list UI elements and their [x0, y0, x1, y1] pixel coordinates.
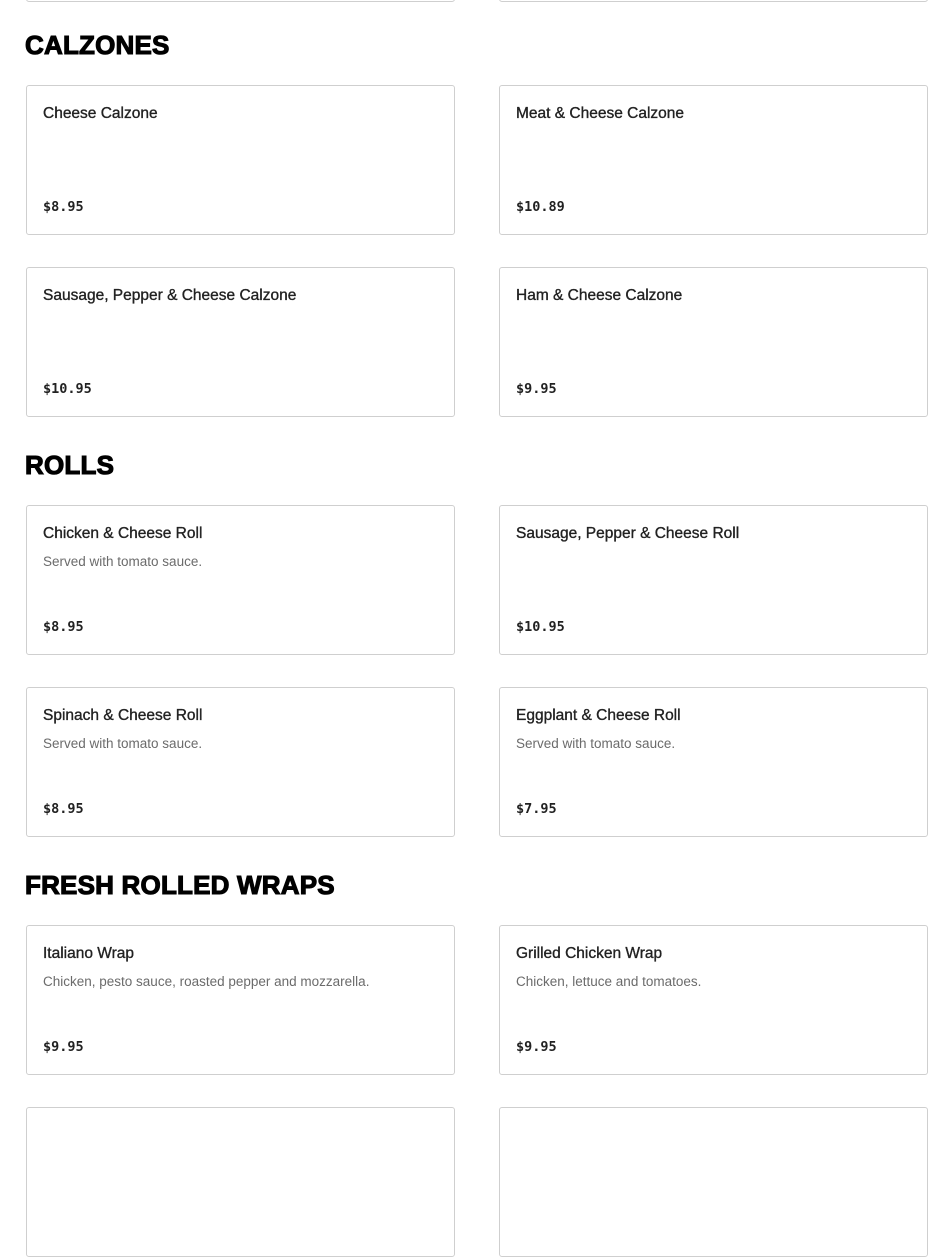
menu-item-card-partial[interactable]: [26, 1107, 455, 1257]
item-price: $10.89: [516, 199, 565, 215]
item-description: Served with tomato sauce.: [43, 736, 203, 751]
section-title-fresh-rolled-wraps: FRESH ROLLED WRAPS: [25, 870, 335, 900]
menu-item-card[interactable]: [26, 267, 455, 417]
menu-item-card[interactable]: [499, 85, 928, 235]
item-price: $10.95: [516, 619, 565, 635]
item-name: Sausage, Pepper & Cheese Roll: [516, 525, 740, 542]
item-price: $9.95: [516, 1039, 557, 1055]
item-price: $9.95: [43, 1039, 84, 1055]
item-price: $8.95: [43, 199, 84, 215]
item-description: Chicken, lettuce and tomatoes.: [516, 974, 702, 989]
item-description: Served with tomato sauce.: [516, 736, 676, 751]
item-price: $10.95: [43, 381, 92, 397]
item-price: $8.95: [43, 619, 84, 635]
item-name: Meat & Cheese Calzone: [516, 105, 685, 122]
item-name: Italiano Wrap: [43, 945, 135, 962]
item-price: $8.95: [43, 801, 84, 817]
item-description: Served with tomato sauce.: [43, 554, 203, 569]
menu-item-card[interactable]: [26, 85, 455, 235]
item-name: Sausage, Pepper & Cheese Calzone: [43, 287, 297, 304]
item-description: Chicken, pesto sauce, roasted pepper and mozzarella.: [43, 974, 370, 989]
section-title-rolls: ROLLS: [25, 450, 115, 480]
section-title-calzones: CALZONES: [25, 30, 170, 60]
menu-item-card[interactable]: [26, 687, 455, 837]
item-name: Cheese Calzone: [43, 105, 158, 122]
item-name: Chicken & Cheese Roll: [43, 525, 203, 542]
menu-item-card-partial[interactable]: [499, 1107, 928, 1257]
menu-item-card[interactable]: [499, 687, 928, 837]
menu-item-card[interactable]: [26, 505, 455, 655]
item-name: Ham & Cheese Calzone: [516, 287, 683, 304]
item-name: Spinach & Cheese Roll: [43, 707, 203, 724]
menu-item-card[interactable]: [499, 925, 928, 1075]
menu-item-card[interactable]: [26, 925, 455, 1075]
item-name: Grilled Chicken Wrap: [516, 945, 663, 962]
menu-item-card[interactable]: [499, 505, 928, 655]
item-price: $7.95: [516, 801, 557, 817]
menu-item-card-partial[interactable]: [499, 0, 928, 2]
item-price: $9.95: [516, 381, 557, 397]
item-name: Eggplant & Cheese Roll: [516, 707, 681, 724]
menu-item-card[interactable]: [499, 267, 928, 417]
menu-item-card-partial[interactable]: [26, 0, 455, 2]
